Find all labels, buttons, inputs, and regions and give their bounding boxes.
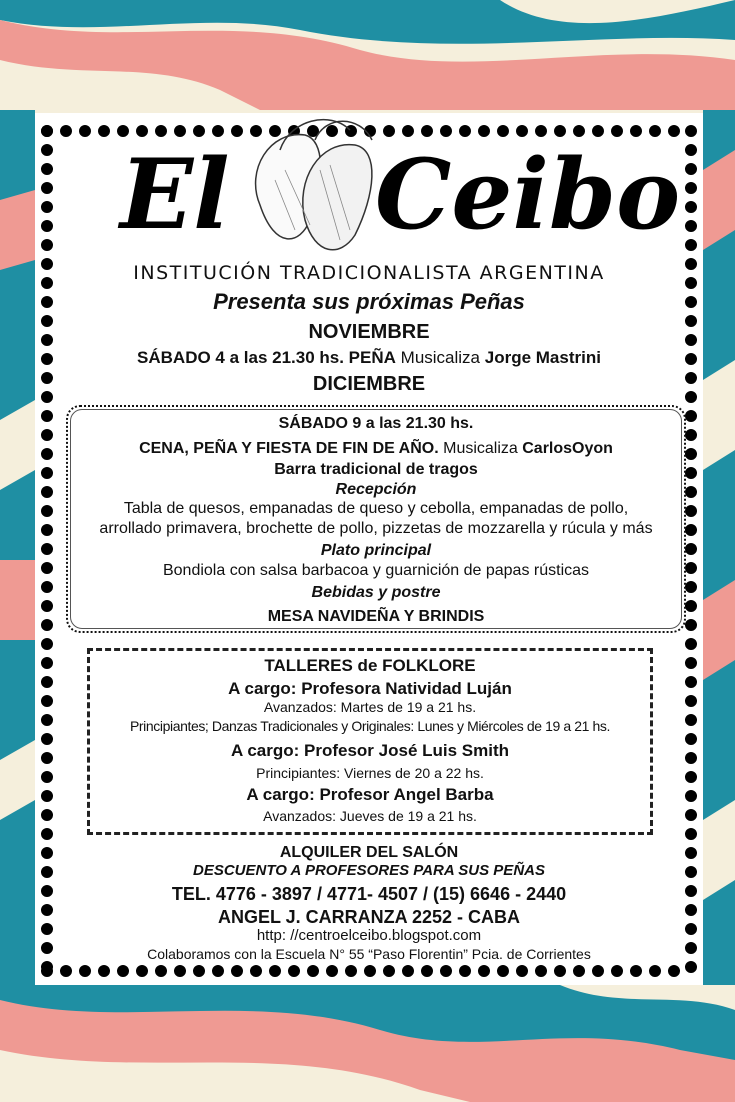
month-diciembre: DICIEMBRE (312, 373, 426, 395)
logo-el-text: El (120, 138, 230, 251)
recepcion-line-2: arrollado primavera, brochette de pollo, pizzetas de mozzarella y rúcula y más (99, 520, 653, 537)
barra-tragos: Barra tradicional de tragos (274, 461, 478, 478)
month-noviembre: NOVIEMBRE (308, 321, 430, 343)
talleres-title: TALLERES de FOLKLORE (264, 656, 476, 675)
ceibo-flower-icon (256, 120, 372, 250)
november-musicaliza-label: Musicaliza (400, 348, 481, 367)
institution-name: INSTITUCIÓN TRADICIONALISTA ARGENTINA (133, 262, 605, 284)
profesor-3: A cargo: Profesor Angel Barba (246, 785, 494, 804)
recepcion-line-1: Tabla de quesos, empanadas de queso y cebolla, empanadas de pollo, (123, 500, 629, 517)
november-event (35, 348, 703, 368)
profesor-1-schedule-1: Avanzados: Martes de 19 a 21 hs. (263, 699, 477, 715)
logo-ceibo-text: Ceibo (375, 138, 681, 251)
plato-text: Bondiola con salsa barbacoa y guarnición de papas rústicas (162, 562, 590, 579)
profesor-2: A cargo: Profesor José Luis Smith (230, 741, 510, 760)
december-musicaliza-label: Musicaliza (443, 440, 518, 457)
december-event-title: CENA, PEÑA Y FIESTA DE FIN DE AÑO. (139, 440, 439, 457)
mesa-navidena: MESA NAVIDEÑA Y BRINDIS (267, 608, 485, 625)
december-dj: CarlosOyon (522, 440, 613, 457)
profesor-1-schedule-2: Principiantes; Danzas Tradicionales y Originales: Lunes y Miércoles de 19 a 21 hs. (129, 718, 611, 734)
december-date: SÁBADO 9 a las 21.30 hs. (278, 415, 474, 432)
november-event-title: SÁBADO 4 a las 21.30 hs. PEÑA (137, 348, 396, 367)
el-ceibo-logo (110, 110, 681, 270)
recepcion-title: Recepción (335, 481, 417, 498)
telefonos: TEL. 4776 - 3897 / 4771- 4507 / (15) 6646 - 2440 (171, 884, 567, 904)
profesor-1: A cargo: Profesora Natividad Luján (228, 679, 512, 698)
plato-title: Plato principal (320, 542, 432, 559)
blog-url[interactable]: http: //centroelceibo.blogspot.com (256, 927, 482, 944)
colaboracion-escuela: Colaboramos con la Escuela N° 55 “Paso Florentin” Pcia. de Corrientes (147, 946, 591, 962)
descuento-profesores: DESCUENTO A PROFESORES PARA SUS PEÑAS (192, 862, 545, 879)
presenta-heading: Presenta sus próximas Peñas (213, 289, 525, 314)
alquiler-salon: ALQUILER DEL SALÓN (279, 844, 459, 861)
profesor-2-schedule: Principiantes: Viernes de 20 a 22 hs. (256, 765, 484, 781)
november-dj: Jorge Mastrini (484, 348, 601, 367)
direccion: ANGEL J. CARRANZA 2252 - CABA (217, 907, 521, 927)
december-event-line (66, 439, 686, 458)
bebidas-title: Bebidas y postre (311, 584, 441, 601)
profesor-3-schedule: Avanzados: Jueves de 19 a 21 hs. (263, 808, 477, 824)
